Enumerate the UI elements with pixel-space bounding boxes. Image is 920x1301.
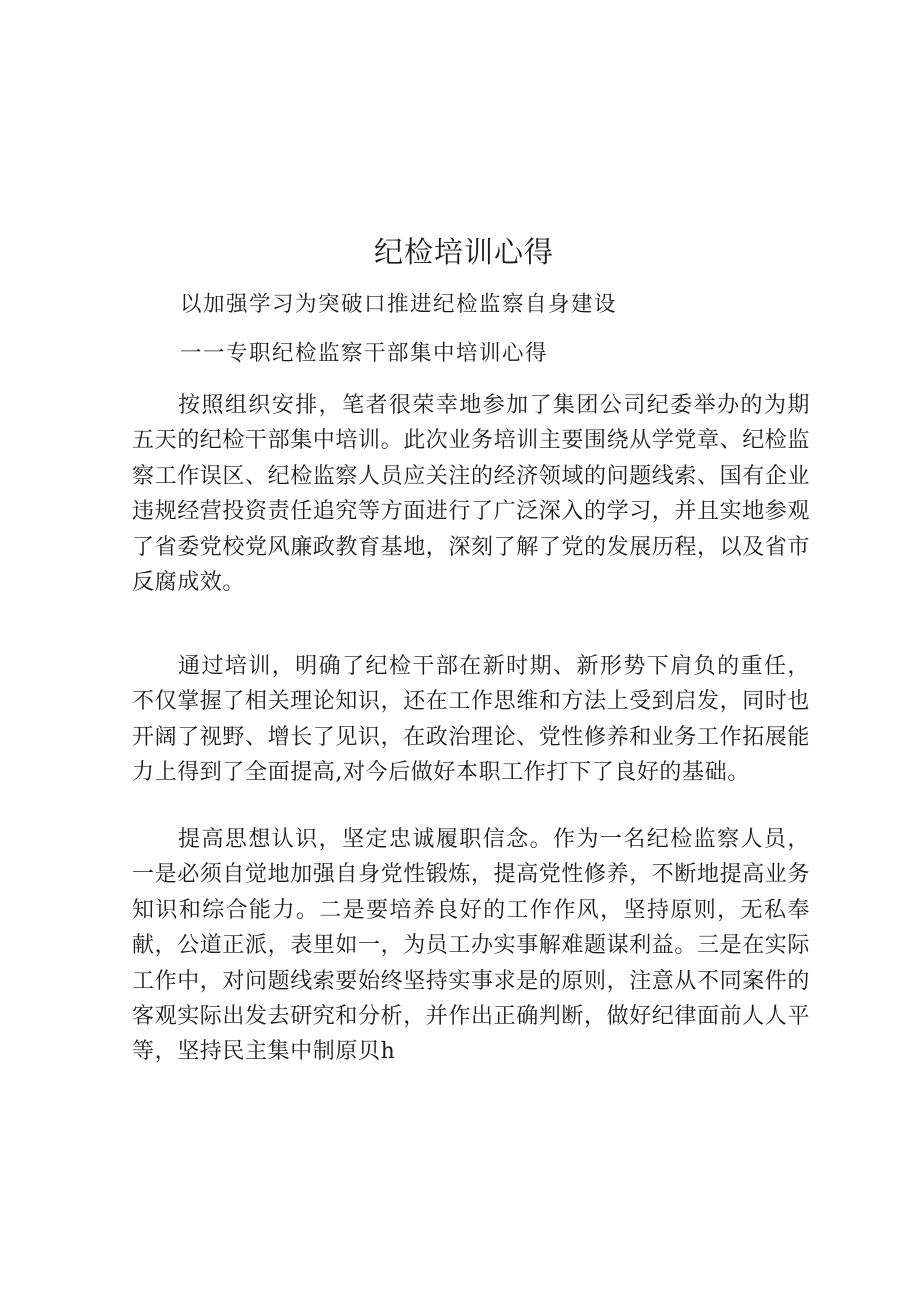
paragraph-1: 按照组织安排，笔者很荣幸地参加了集团公司纪委举办的为期五天的纪检干部集中培训。此次业务培训主要围绕从学党章、纪检监察工作误区、纪检监察人员应关注的经济领域的问题线索、国有企业违规经营投资责任追究等方面进行了广泛深入的学习，并且实地参观了省委党校党风廉政教育基地，深刻了解了党的发展历程，以及省市反腐成效。 (132, 393, 811, 596)
paragraph-2: 通过培训，明确了纪检干部在新时期、新形势下肩负的重任，不仅掌握了相关理论知识，还在工作思维和方法上受到启发，同时也开阔了视野、增长了见识，在政治理论、党性修养和业务工作拓展能力上得到了全面提高,对今后做好本职工作打下了良好的基础。 (132, 654, 811, 786)
document-title: 纪检培训心得 (373, 235, 554, 269)
paragraph-3: 提高思想认识，坚定忠诚履职信念。作为一名纪检监察人员，一是必须自觉地加强自身党性锻炼，提高党性修养，不断地提高业务知识和综合能力。二是要培养良好的工作作风，坚持原则，无私奉献，公道正派，表里如一，为员工办实事解难题谋利益。三是在实际工作中，对问题线索要始终坚持实事求是的原则，注意从不同案件的客观实际出发去研究和分析，并作出正确判断，做好纪律面前人人平等，坚持民主集中制原贝h (132, 827, 811, 1065)
document-subline: 一一专职纪检监察干部集中培训心得 (180, 341, 549, 366)
document-subtitle: 以加强学习为突破口推进纪检监察自身建设 (180, 292, 618, 317)
